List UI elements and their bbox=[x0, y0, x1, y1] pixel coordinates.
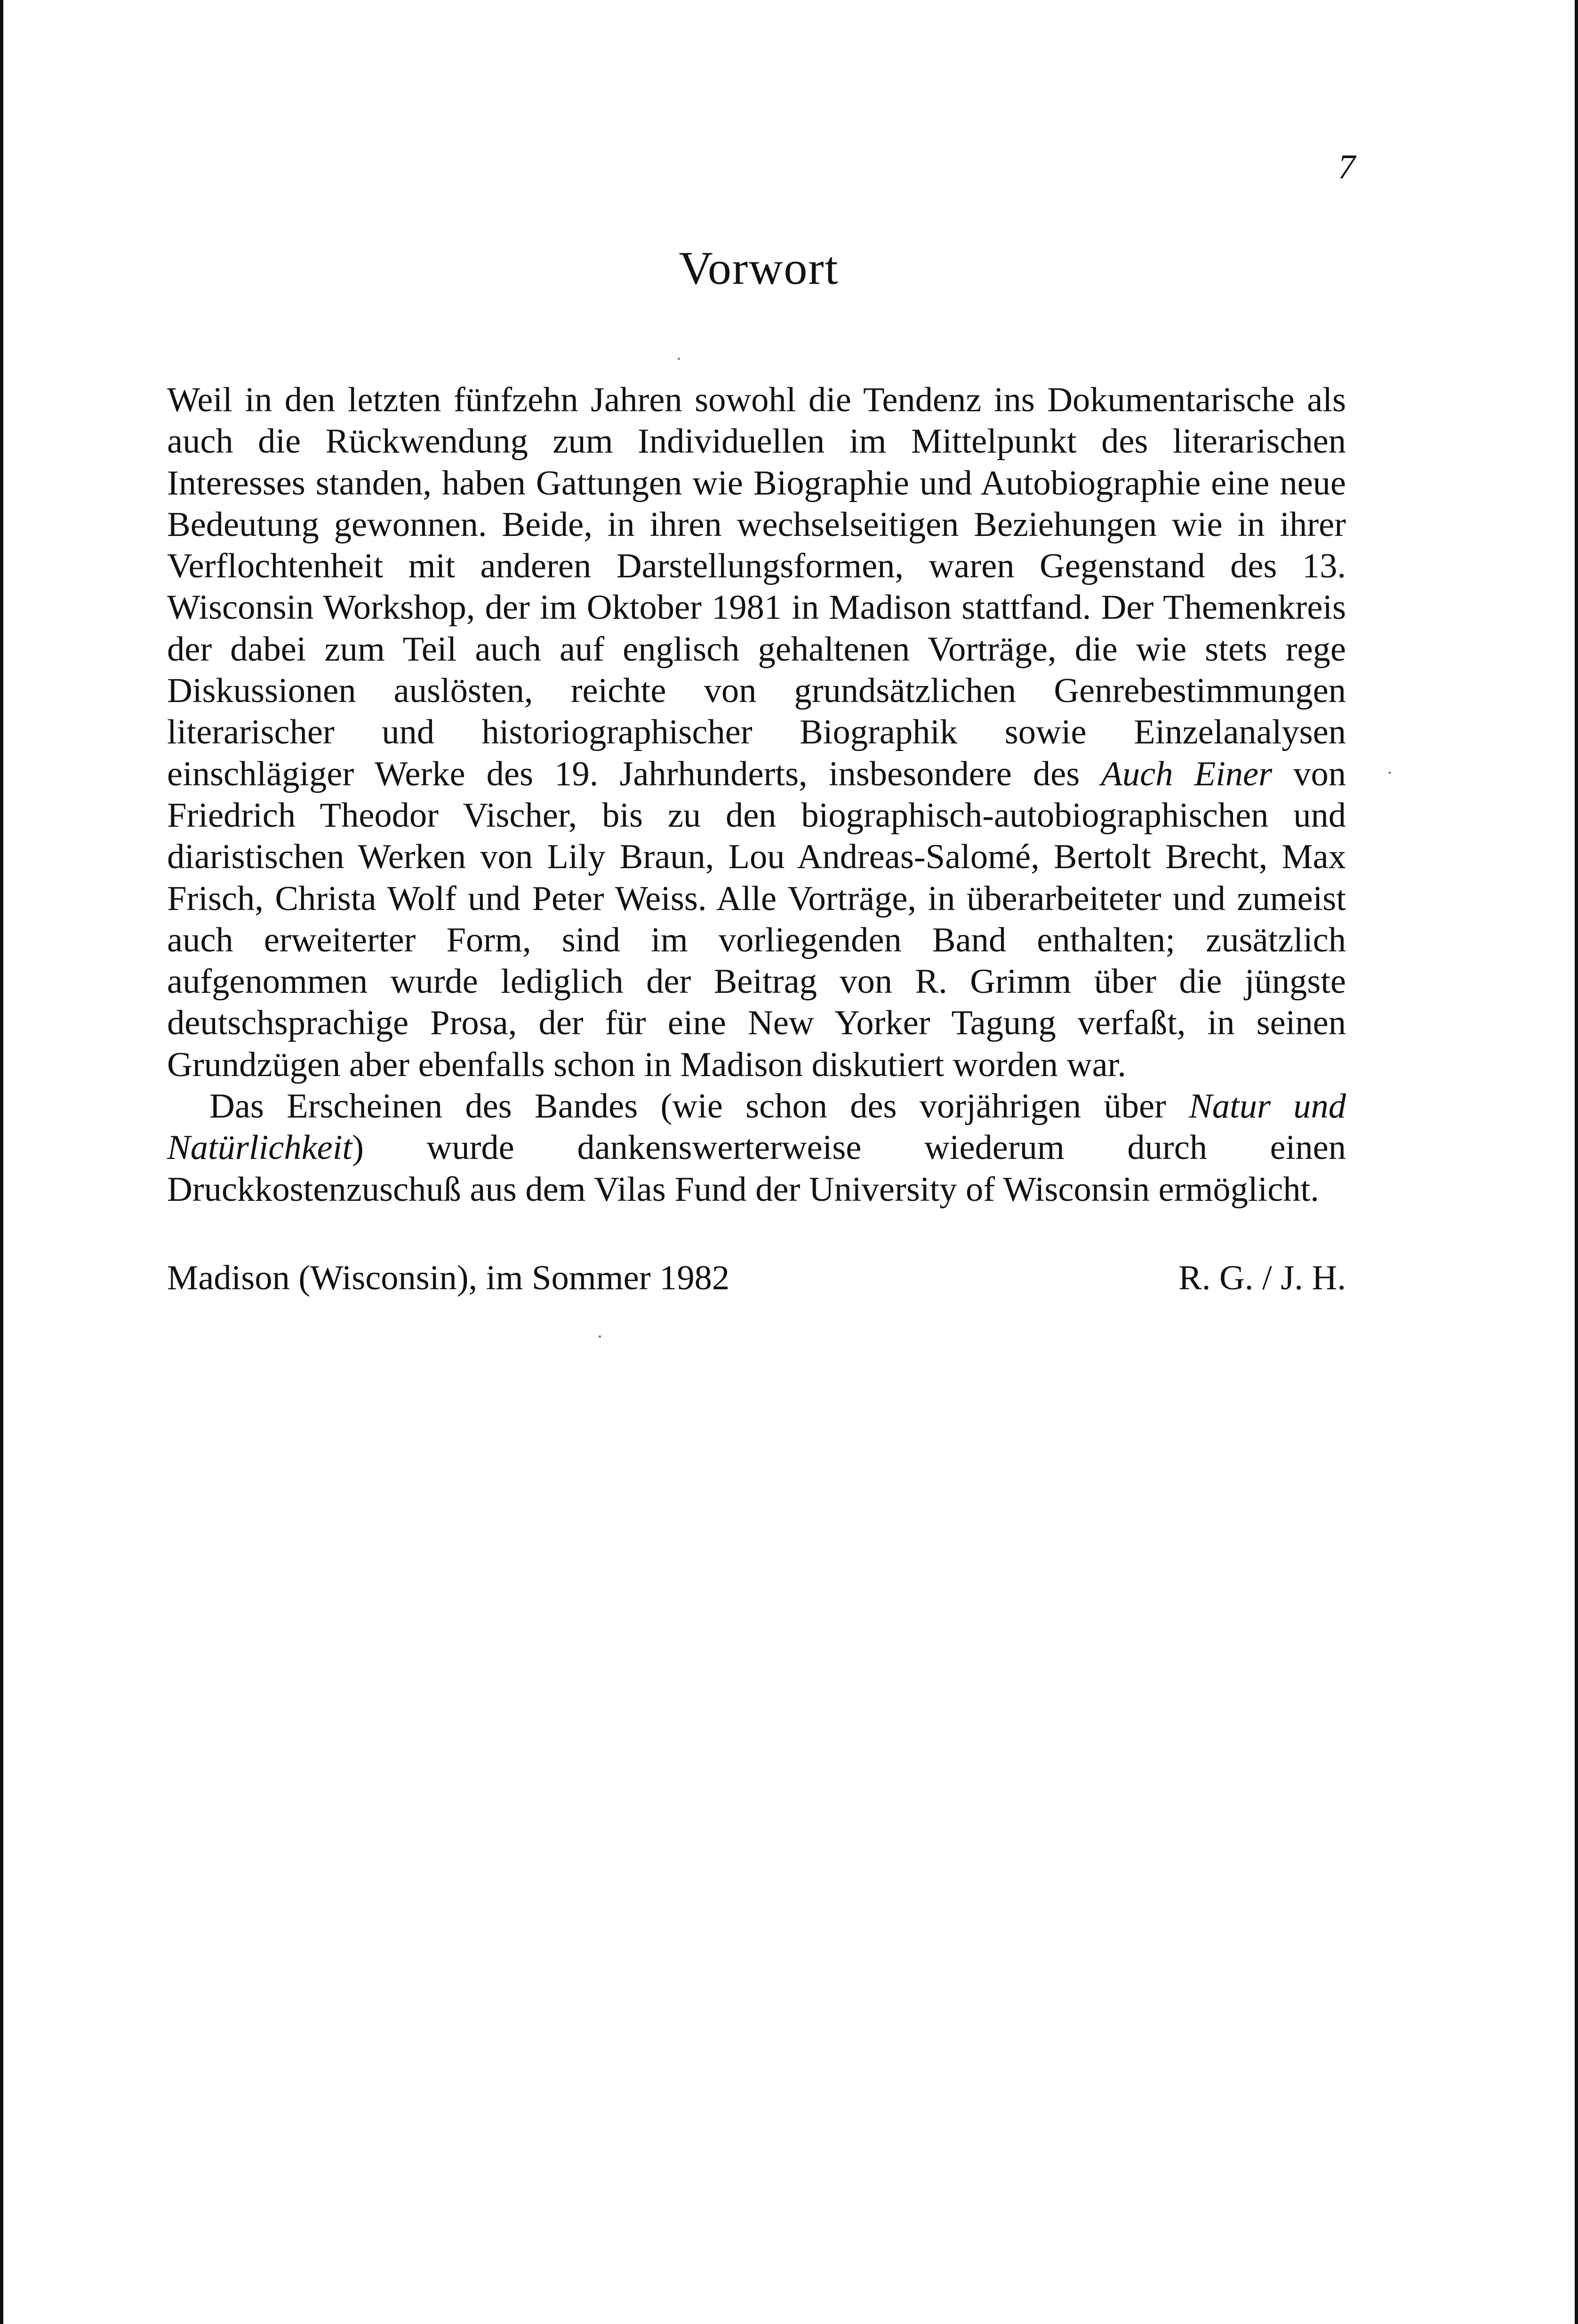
signature-place-date: Madison (Wisconsin), im Sommer 1982 bbox=[167, 1259, 730, 1297]
italic-title-natur-und-natuerlichkeit: Natur und Natürlichkeit bbox=[167, 1087, 1346, 1167]
page-number: 7 bbox=[1338, 148, 1355, 186]
paragraph-2 bbox=[167, 1086, 1346, 1210]
scan-border-right bbox=[1575, 0, 1578, 2324]
foreword-body bbox=[167, 379, 1346, 1210]
paragraph-1-text-b: von Friedrich Theodor Vischer, bis zu den biographisch-autobiographischen und diaristischen Werken von Lily Braun, Lou Andreas-Salomé, Bertolt Brecht, Max Frisch, Christa Wolf und Peter Weiss. Alle Vorträge, in überarbeiteter und zumeist auch erweiterter Form, sind im vorliegenden Band enthalten; zusätzlich aufgenommen wurde lediglich der Beitrag von R. Grimm über die jüngste deutschsprachige Prosa, der für eine New Yorker Tagung verfaßt, in seinen Grundzügen aber ebenfalls schon in Madison diskutiert worden war. bbox=[167, 754, 1346, 1084]
paragraph-2-text-b: ) wurde dankenswerterweise wiederum durch einen Druckkostenzuschuß aus dem Vilas Fund der University of Wisconsin ermöglicht. bbox=[167, 1128, 1346, 1209]
scan-speck bbox=[1388, 772, 1391, 774]
paragraph-1-text-a: Weil in den letzten fünfzehn Jahren sowohl die Tendenz ins Dokumentarische als auch die Rückwendung zum Individuellen im Mittelpunkt des literarischen Interesses standen, haben Gattungen wie Biographie und Autobiographie eine neue Bedeutung gewonnen. Beide, in ihren wechselseitigen Beziehungen wie in ihrer Verflochtenheit mit anderen Darstellungsformen, waren Gegenstand des 13. Wisconsin Workshop, der im Oktober 1981 in Madison stattfand. Der Themenkreis der dabei zum Teil auch auf englisch gehaltenen Vorträge, die wie stets rege Diskussionen auslösten, reichte von grundsätzlichen Genrebestimmungen literarischer und historiographischer Biographik sowie Einzelanalysen einschlägiger Werke des 19. Jahrhunderts, insbesondere des bbox=[167, 381, 1346, 793]
paragraph-2-text-a: Das Erscheinen des Bandes (wie schon des vorjährigen über bbox=[209, 1087, 1189, 1126]
scan-speck bbox=[678, 358, 680, 360]
scan-speck bbox=[599, 1335, 601, 1338]
paragraph-1 bbox=[167, 379, 1346, 1086]
scan-border-left bbox=[0, 0, 3, 2324]
page-title: Vorwort bbox=[679, 242, 839, 294]
signature-initials: R. G. / J. H. bbox=[1178, 1259, 1346, 1297]
italic-title-auch-einer: Auch Einer bbox=[1101, 754, 1273, 793]
